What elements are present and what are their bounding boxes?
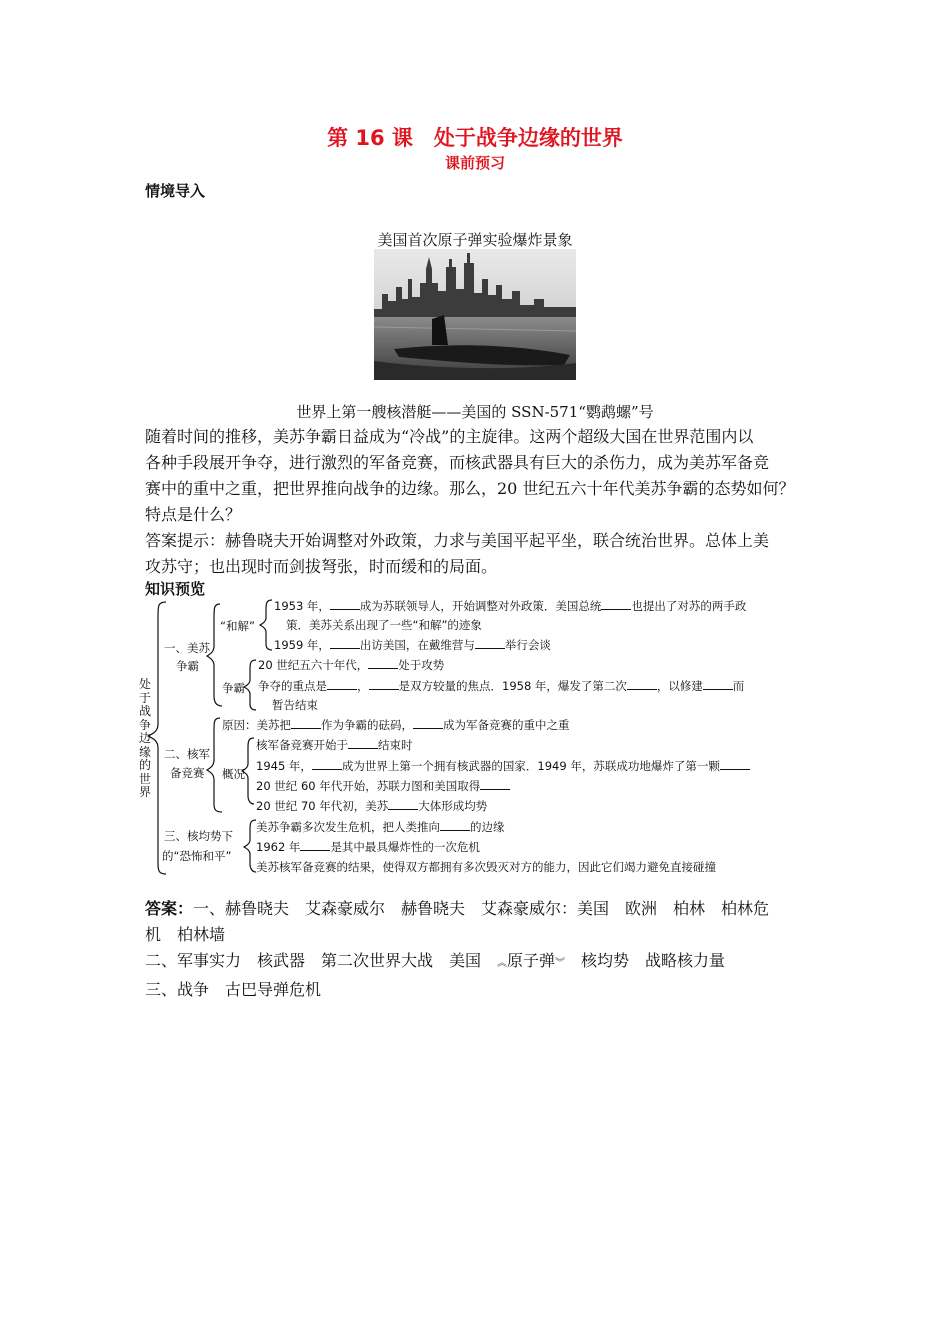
- answer-text: 一、赫鲁晓夫 艾森豪威尔 赫鲁晓夫 艾森豪威尔：美国 欧洲 柏林 柏林危: [193, 899, 770, 918]
- part3-label: 三、核均势下: [164, 829, 233, 843]
- text: 1959 年，: [274, 638, 330, 652]
- part3-line-2: [256, 839, 480, 855]
- section-heading-knowledge: 知识预览: [145, 580, 206, 598]
- intro-line: 随着时间的推移，美苏争霸日益成为“冷战”的主旋律。这两个超级大国在世界范围内以: [145, 427, 754, 446]
- text: 成为苏联领导人，开始调整对外政策．美国总统: [359, 599, 602, 613]
- fill-blank: [369, 688, 399, 690]
- answer-line-4: 三、战争 古巴导弹危机: [145, 980, 322, 999]
- text: 20 世纪五六十年代，: [258, 658, 369, 672]
- text: 20 世纪 70 年代初，美苏: [256, 799, 389, 813]
- knowledge-diagram: [140, 596, 820, 882]
- text: 核军备竞赛开始于: [256, 738, 348, 752]
- fill-blank: [330, 608, 360, 610]
- text: 而: [732, 679, 745, 693]
- hint-line: 答案提示：赫鲁晓夫开始调整对外政策，力求与美国平起平坐，联合统治世界。总体上美: [145, 531, 770, 550]
- fill-blank: [480, 788, 510, 790]
- part2-line-4: [256, 798, 487, 814]
- part1-label-2: 争霸: [176, 659, 199, 673]
- part3-line-3: 美苏核军备竞赛的结果，使得双方都拥有多次毁灭对方的能力，因此它们竭力避免直接碰撞: [256, 860, 716, 874]
- answer-text: 核均势 战略核力量: [565, 951, 726, 970]
- submarine-photo: [374, 249, 576, 380]
- image-caption-submarine: 世界上第一艘核潜艇——美国的 SSN-571“鹦鹉螺”号: [296, 403, 654, 421]
- text: 1953 年，: [274, 599, 330, 613]
- part2-label: 二、核军: [164, 747, 210, 761]
- part2-line-1: [256, 737, 413, 753]
- diagram-root-label: 处于战争边缘的世界: [138, 677, 151, 799]
- text: 争夺的重点是: [258, 679, 327, 693]
- part1-line-6: 暂告结束: [272, 698, 318, 712]
- answers-block: [145, 896, 815, 1003]
- text: 1945 年，: [256, 759, 312, 773]
- answer-text: 二、军事实力 核武器 第二次世界大战 美国: [145, 951, 498, 970]
- text: 是其中最具爆炸性的一次危机: [330, 840, 480, 854]
- part2-label-2: 备竞赛: [170, 766, 205, 780]
- intro-paragraph: [145, 424, 815, 528]
- text: ，: [357, 679, 369, 693]
- intro-line: 各种手段展开争夺，进行激烈的军备竞赛，而核武器具有巨大的杀伤力，成为美苏军备竞: [145, 453, 770, 472]
- fill-blank: [627, 688, 657, 690]
- fill-blank: [703, 688, 733, 690]
- part1-heji-label: “和解”: [220, 619, 255, 633]
- text: 结束时: [378, 738, 413, 752]
- text: 成为军备竞赛的重中之重: [443, 718, 570, 732]
- part1-label: 一、美苏: [164, 641, 210, 655]
- fill-blank: [475, 647, 505, 649]
- intro-line: 特点是什么？: [145, 505, 242, 524]
- fill-blank: [388, 808, 418, 810]
- text: 成为世界上第一个拥有核武器的国家．1949 年，苏联成功地爆炸了第一颗: [341, 759, 720, 773]
- fill-blank: [413, 727, 443, 729]
- text: 原因：美苏把: [222, 718, 291, 732]
- text: 的边缘: [470, 820, 505, 834]
- fill-blank: [327, 688, 357, 690]
- intro-line: 赛中的重中之重，把世界推向战争的边缘。那么，20 世纪五六十年代美苏争霸的态势如何？: [145, 479, 795, 498]
- hint-line: 攻苏守；也出现时而剑拔弩张，时而缓和的局面。: [145, 557, 498, 576]
- part2-situation-label: 概况: [222, 767, 245, 781]
- text: 20 世纪 60 年代开始，苏联力图和美国取得: [256, 779, 481, 793]
- caret-down-icon: ︾: [555, 958, 566, 969]
- page-title: 第 16 课 处于战争边缘的世界: [327, 126, 623, 150]
- answer-text: 原子弹: [507, 951, 556, 970]
- text: 是双方较量的焦点．1958 年，爆发了第二次: [398, 679, 627, 693]
- part1-line-4: [258, 657, 444, 673]
- part1-zhengba-label: 争霸: [222, 681, 245, 695]
- part2-reason: [222, 717, 570, 733]
- answer-line-3: [145, 948, 815, 977]
- text: 处于攻势: [398, 658, 445, 672]
- fill-blank: [368, 667, 398, 669]
- part1-line-3: [274, 637, 551, 653]
- part1-line-2: 策．美苏关系出现了一些“和解”的迹象: [286, 618, 482, 632]
- fill-blank: [312, 768, 342, 770]
- answer-hint: [145, 528, 815, 580]
- fill-blank: [720, 768, 750, 770]
- text: ，以修建: [656, 679, 703, 693]
- text: 1962 年: [256, 840, 301, 854]
- caret-up-icon: ︽: [497, 958, 508, 969]
- text: 也提出了对苏的两手政: [631, 599, 747, 613]
- fill-blank: [440, 829, 470, 831]
- part3-label-2: 的“恐怖和平”: [162, 849, 232, 863]
- part3-line-1: [256, 819, 505, 835]
- fill-blank: [330, 647, 360, 649]
- page-subtitle: 课前预习: [444, 154, 505, 172]
- text: 大体形成均势: [418, 799, 488, 813]
- section-heading-intro: 情境导入: [145, 182, 206, 200]
- text: 作为争霸的砝码，: [321, 718, 413, 732]
- fill-blank: [601, 608, 631, 610]
- part1-line-5: [258, 678, 744, 694]
- fill-blank: [291, 727, 321, 729]
- text: 出访美国，在戴维营与: [359, 638, 475, 652]
- part1-line-1: [274, 598, 746, 614]
- part2-line-2: [256, 758, 750, 774]
- answers-label: 答案：: [145, 899, 194, 918]
- answer-line-1: [145, 896, 815, 922]
- part2-line-3: [256, 778, 510, 794]
- fill-blank: [300, 849, 330, 851]
- answer-line-2: 机 柏林墙: [145, 925, 226, 944]
- text: 举行会谈: [504, 638, 551, 652]
- fill-blank: [348, 747, 378, 749]
- text: 美苏争霸多次发生危机，把人类推向: [256, 820, 440, 834]
- image-caption-bomb: 美国首次原子弹实验爆炸景象: [377, 231, 573, 249]
